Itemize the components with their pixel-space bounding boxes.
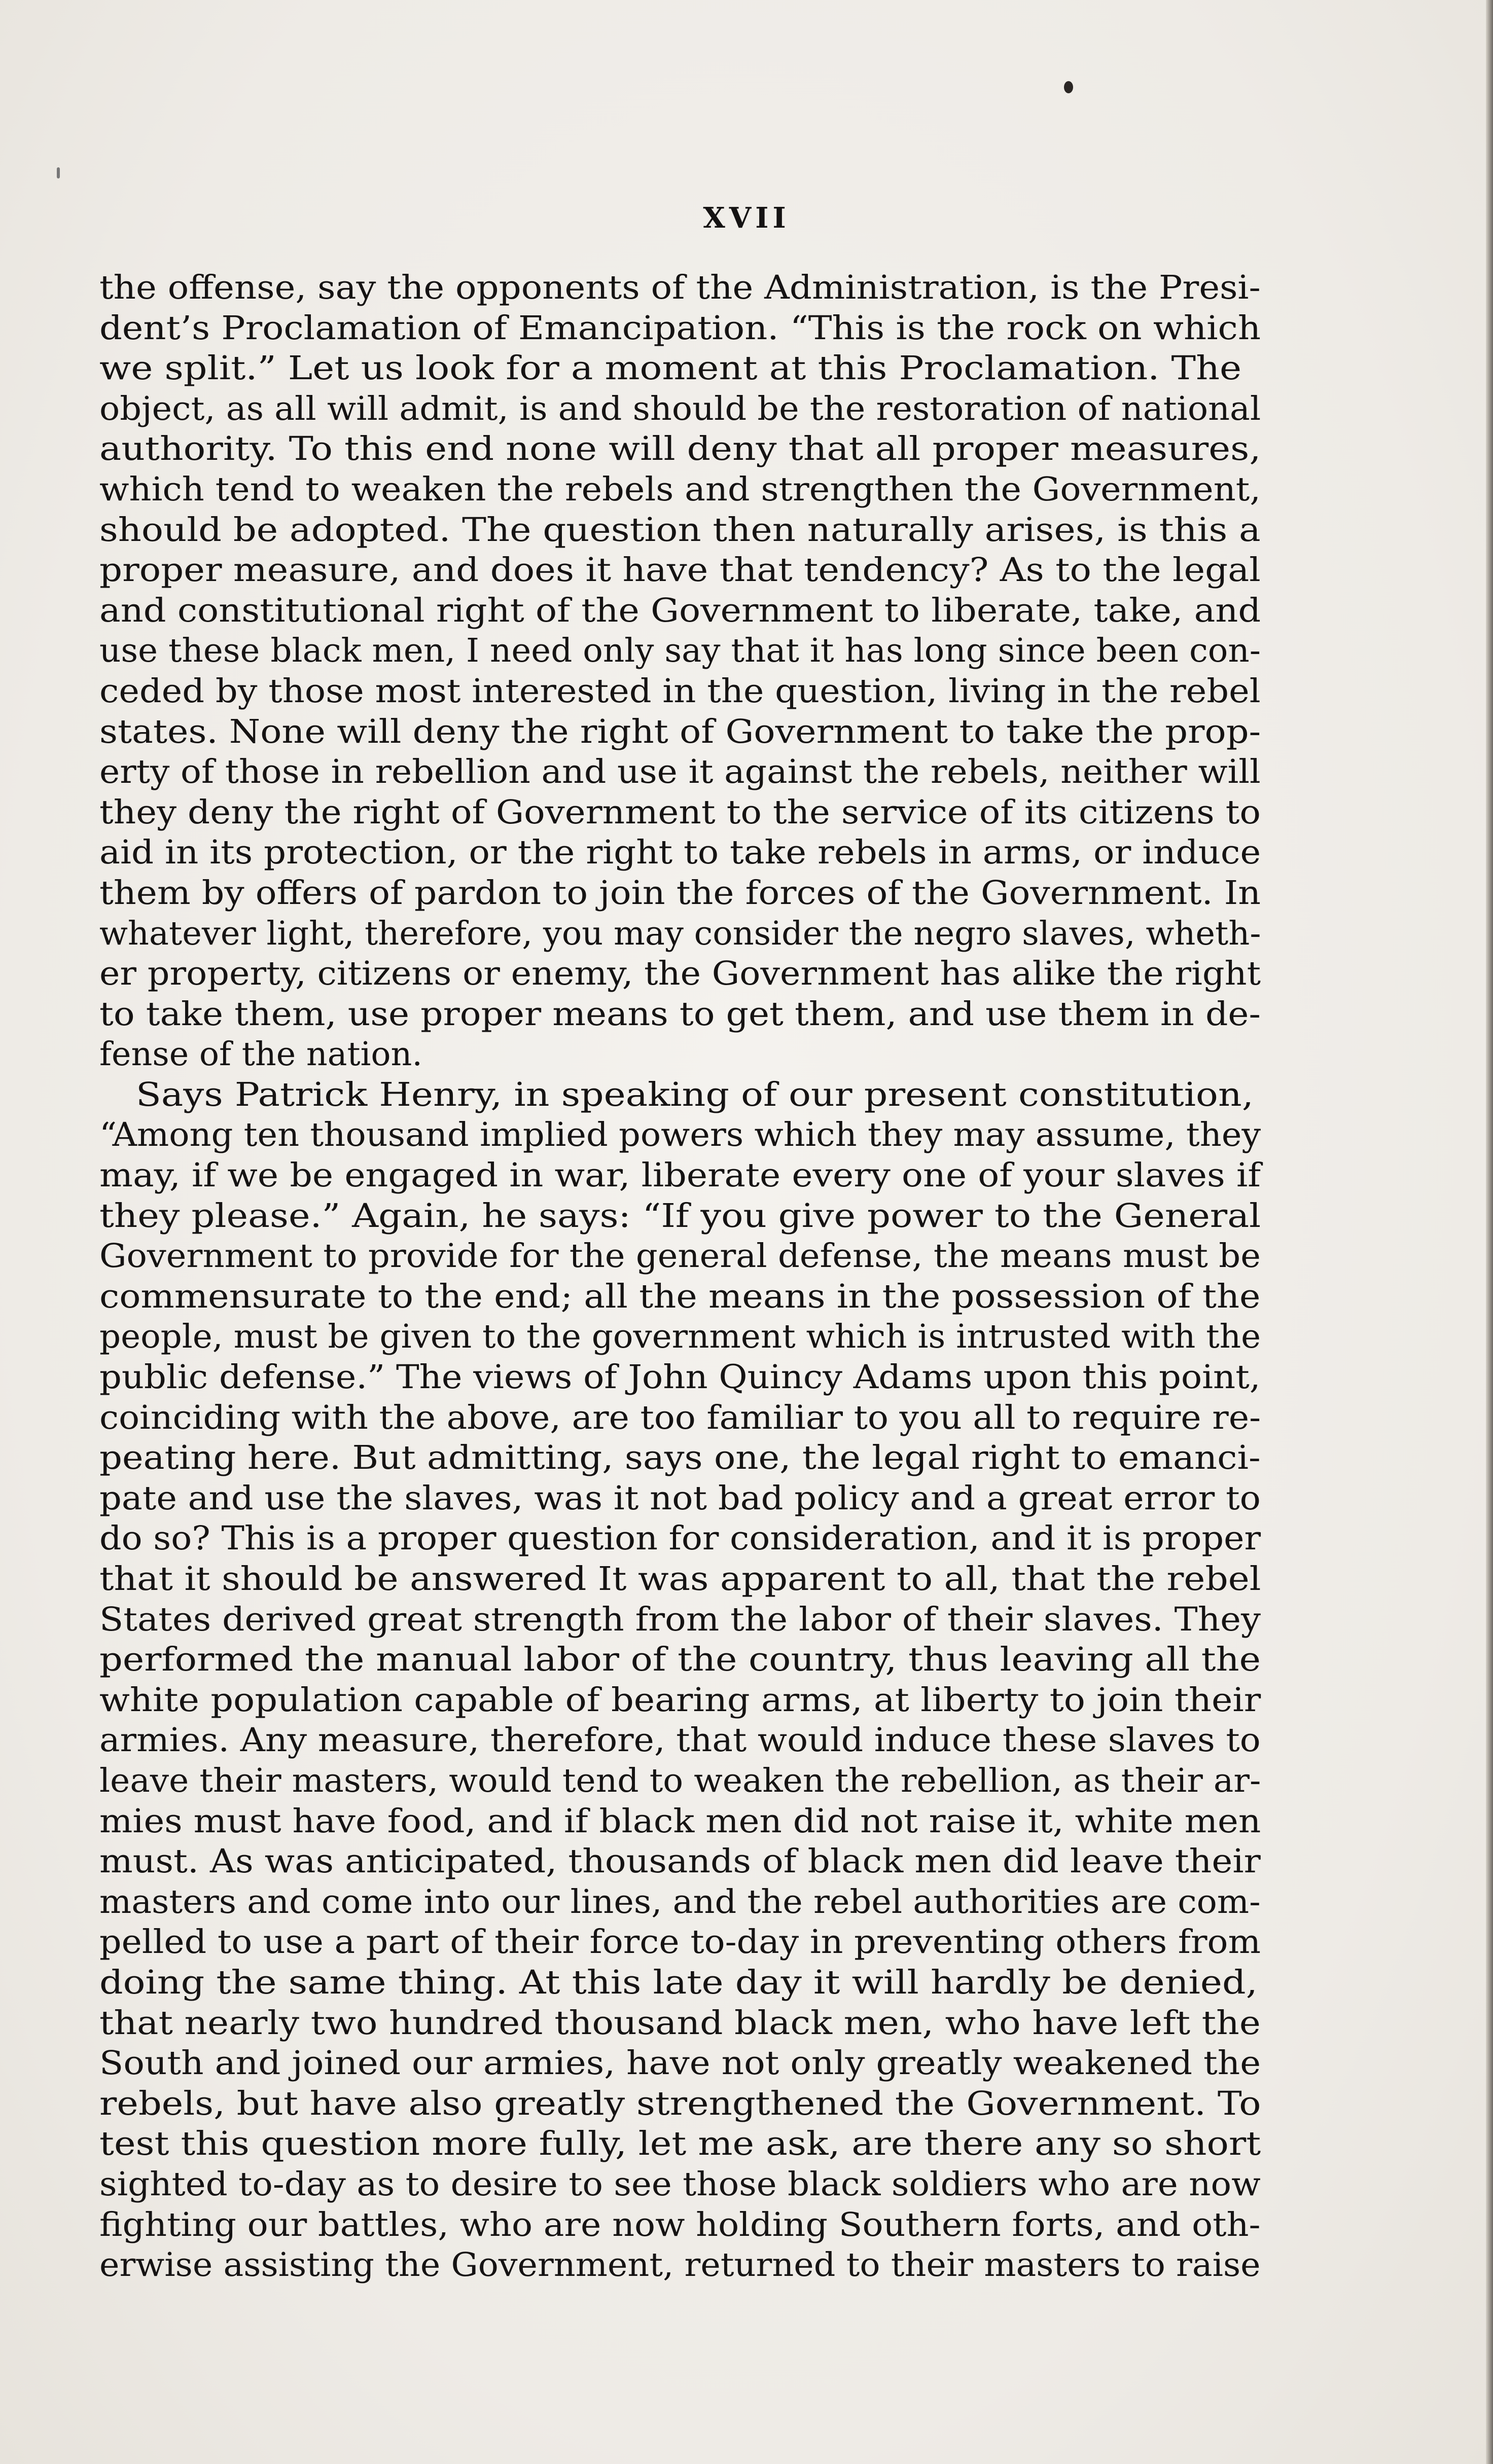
text-line: States derived great strength from the labor of their slaves. They: [99, 1600, 1261, 1639]
text-line: doing the same thing. At this late day it will hardly be denied,: [99, 1963, 1258, 2002]
text-line: Government to provide for the general defense, the means must be: [99, 1237, 1261, 1276]
text-line: rebels, but have also greatly strengthened the Government. To: [99, 2084, 1261, 2123]
body-text: [99, 268, 1261, 2286]
binding-edge: [1486, 0, 1493, 2464]
text-line: that it should be answered It was apparent to all, that the rebel: [99, 1560, 1261, 1598]
text-line: peating here. But admitting, says one, the legal right to emanci-: [99, 1439, 1261, 1477]
text-line: which tend to weaken the rebels and strengthen the Government,: [99, 470, 1261, 509]
text-line: sighted to-day as to desire to see those black soldiers who are now: [99, 2165, 1261, 2203]
text-line: masters and come into our lines, and the rebel authorities are com-: [99, 1882, 1261, 1921]
text-line: and constitutional right of the Government to liberate, take, and: [99, 591, 1261, 630]
text-line: commensurate to the end; all the means in the possession of the: [99, 1277, 1261, 1316]
text-line: should be adopted. The question then naturally arises, is this a: [99, 511, 1261, 549]
text-line: they deny the right of Government to the service of its citizens to: [99, 793, 1261, 831]
text-line: we split.” Let us look for a moment at this Proclamation. The: [99, 349, 1242, 388]
text-line: whatever light, therefore, you may consider the negro slaves, wheth-: [99, 914, 1261, 953]
text-line: public defense.” The views of John Quincy Adams upon this point,: [99, 1358, 1261, 1397]
text-line: er property, citizens or enemy, the Government has alike the right: [99, 955, 1261, 993]
text-line: ceded by those most interested in the question, living in the rebel: [99, 672, 1261, 710]
paragraph-last-line: fense of the nation.: [99, 1035, 423, 1074]
text-line: white population capable of bearing arms, at liberty to join their: [99, 1681, 1261, 1719]
text-line: test this question more fully, let me ask, are there any so short: [99, 2125, 1261, 2163]
text-line: performed the manual labor of the country, thus leaving all the: [99, 1641, 1261, 1679]
text-line: “Among ten thousand implied powers which they may assume, they: [99, 1116, 1261, 1154]
text-line: armies. Any measure, therefore, that would induce these slaves to: [99, 1721, 1261, 1760]
text-line: may, if we be engaged in war, liberate every one of your slaves if: [99, 1156, 1261, 1195]
text-line: aid in its protection, or the right to take rebels in arms, or induce: [99, 834, 1261, 872]
text-line: proper measure, and does it have that tendency? As to the legal: [99, 551, 1261, 590]
text-line: must. As was anticipated, thousands of black men did leave their: [99, 1842, 1261, 1881]
text-line: pate and use the slaves, was it not bad policy and a great error to: [99, 1479, 1261, 1517]
text-line: pelled to use a part of their force to-day in preventing others from: [99, 1923, 1261, 1962]
text-line: states. None will deny the right of Government to take the prop-: [99, 712, 1261, 751]
text-line: that nearly two hundred thousand black men, who have left the: [99, 2004, 1261, 2042]
text-line: leave their masters, would tend to weaken the rebellion, as their ar-: [99, 1761, 1261, 1800]
text-line: the offense, say the opponents of the Administration, is the Presi-: [99, 269, 1261, 307]
text-line: they please.” Again, he says: “If you give power to the General: [99, 1197, 1261, 1235]
text-line: use these black men, I need only say that it has long since been con-: [99, 632, 1261, 670]
text-line: mies must have food, and if black men did not raise it, white men: [99, 1802, 1261, 1840]
text-line: South and joined our armies, have not only greatly weakened the: [99, 2044, 1261, 2083]
text-line: erty of those in rebellion and use it against the rebels, neither will: [99, 753, 1261, 791]
text-line: authority. To this end none will deny that all proper measures,: [99, 430, 1261, 468]
margin-mark: [57, 167, 60, 178]
text-line: them by offers of pardon to join the forces of the Government. In: [99, 874, 1261, 912]
ink-speck: [1064, 81, 1073, 93]
text-line: to take them, use proper means to get them, and use them in de-: [99, 995, 1261, 1033]
text-line: coinciding with the above, are too familiar to you all to require re-: [99, 1398, 1261, 1437]
page-number: XVII: [703, 201, 790, 235]
text-line: object, as all will admit, is and should be the restoration of national: [99, 389, 1261, 428]
text-line: do so? This is a proper question for consideration, and it is proper: [99, 1519, 1261, 1558]
text-line: erwise assisting the Government, returned to their masters to raise: [99, 2246, 1261, 2285]
text-line: dent’s Proclamation of Emancipation. “This is the rock on which: [99, 309, 1261, 347]
text-line: fighting our battles, who are now holding Southern forts, and oth-: [99, 2205, 1261, 2244]
text-line: people, must be given to the government which is intrusted with the: [99, 1318, 1261, 1356]
paragraph-first-line: Says Patrick Henry, in speaking of our present constitution,: [136, 1075, 1254, 1114]
